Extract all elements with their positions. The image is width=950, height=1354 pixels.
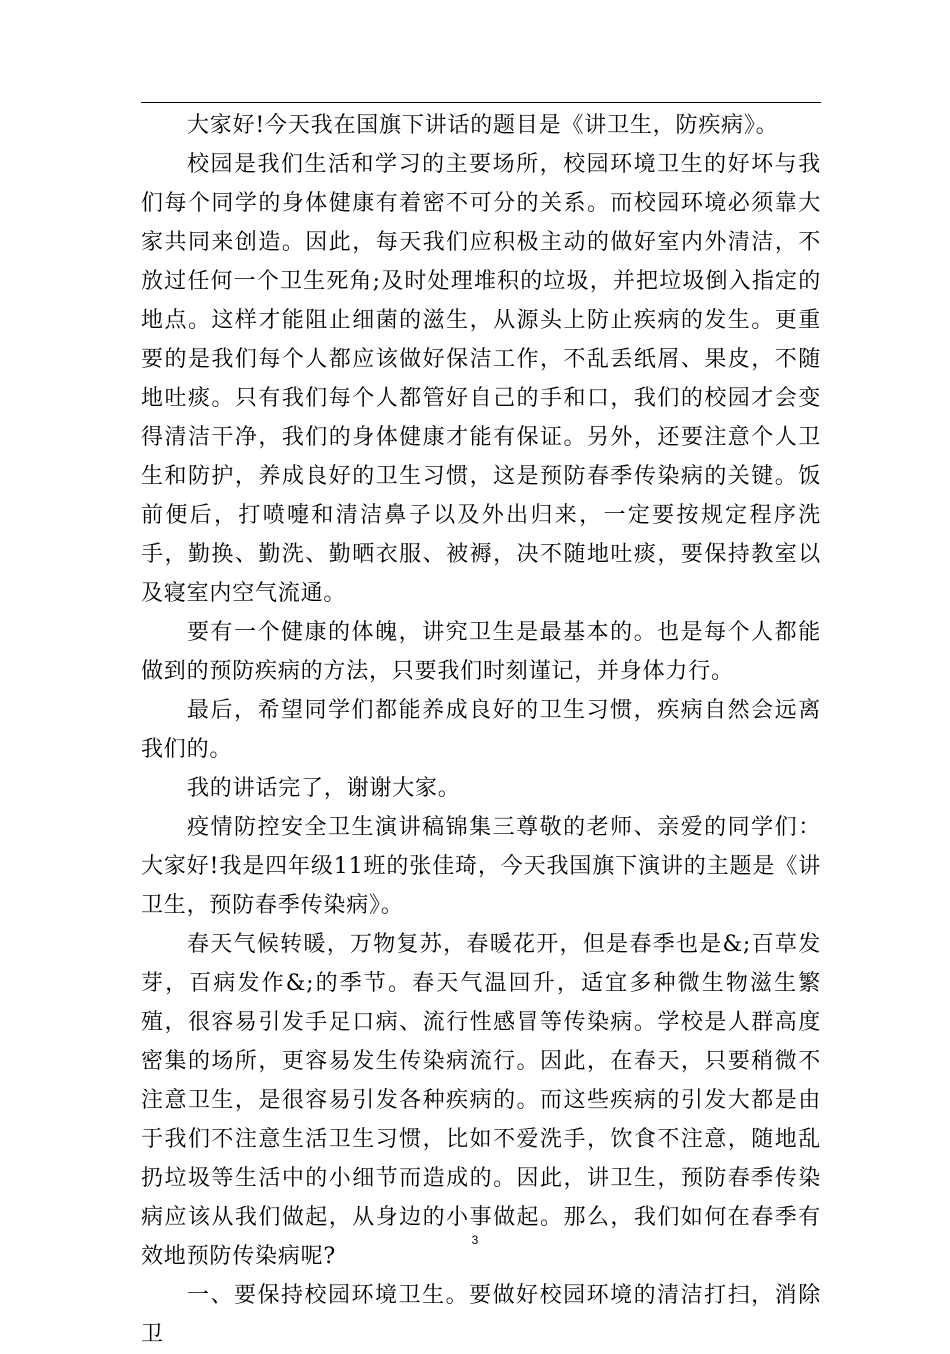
- paragraph-healthy-body: 要有一个健康的体魄，讲究卫生是最基本的。也是每个人都能做到的预防疾病的方法，只要我们时刻谨记，并身体力行。: [141, 620, 821, 684]
- paragraph-spring-disease: 春天气候转暖，万物复苏，春暖花开，但是春季也是&;百草发芽，百病发作&;的季节。春天气温回升，适宜多种微生物滋生繁殖，很容易引发手足口病、流行性感冒等传染病。学校是人群高度密集的场所，更容易发生传染病流行。因此，在春天，只要稍微不注意卫生，是很容易引发各种疾病的。而这些疾病的引发大都是由于我们不注意生活卫生习惯，比如不爱洗手，饮食不注意，随地乱扔垃圾等生活中的小细节而造成的。因此，讲卫生，预防春季传染病应该从我们做起，从身边的小事做起。那么，我们如何在春季有效地预防传染病呢?: [141, 932, 821, 1269]
- paragraph-campus-hygiene: 校园是我们生活和学习的主要场所，校园环境卫生的好坏与我们每个同学的身体健康有着密不可分的关系。而校园环境必须靠大家共同来创造。因此，每天我们应积极主动的做好室内外清洁，不放过任何一个卫生死角;及时处理堆积的垃圾，并把垃圾倒入指定的地点。这样才能阻止细菌的滋生，从源头上防止疾病的发生。更重要的是我们每个人都应该做好保洁工作，不乱丢纸屑、果皮，不随地吐痰。只有我们每个人都管好自己的手和口，我们的校园才会变得清洁干净，我们的身体健康才能有保证。另外，还要注意个人卫生和防护，养成良好的卫生习惯，这是预防春季传染病的关键。饭前便后，打喷嚏和清洁鼻子以及外出归来，一定要按规定程序洗手，勤换、勤洗、勤晒衣服、被褥，决不随地吐痰，要保持教室以及寝室内空气流通。: [141, 152, 821, 606]
- paragraph-thanks: 我的讲话完了，谢谢大家。: [187, 776, 461, 801]
- header-rule: [141, 102, 821, 103]
- paragraph-greeting: 大家好!今天我在国旗下讲话的题目是《讲卫生，防疾病》。: [187, 113, 779, 138]
- page-number: 3: [471, 1233, 479, 1247]
- paragraph-closing-hope: 最后，希望同学们都能养成良好的卫生习惯，疾病自然会远离我们的。: [141, 698, 821, 762]
- paragraph-point-one: 一、要保持校园环境卫生。要做好校园环境的清洁打扫，消除卫: [141, 1283, 821, 1347]
- paragraph-speech-three-intro: 疫情防控安全卫生演讲稿锦集三尊敬的老师、亲爱的同学们：大家好!我是四年级11班的张佳琦，今天我国旗下演讲的主题是《讲卫生，预防春季传染病》。: [141, 815, 821, 918]
- document-body: [141, 106, 821, 1354]
